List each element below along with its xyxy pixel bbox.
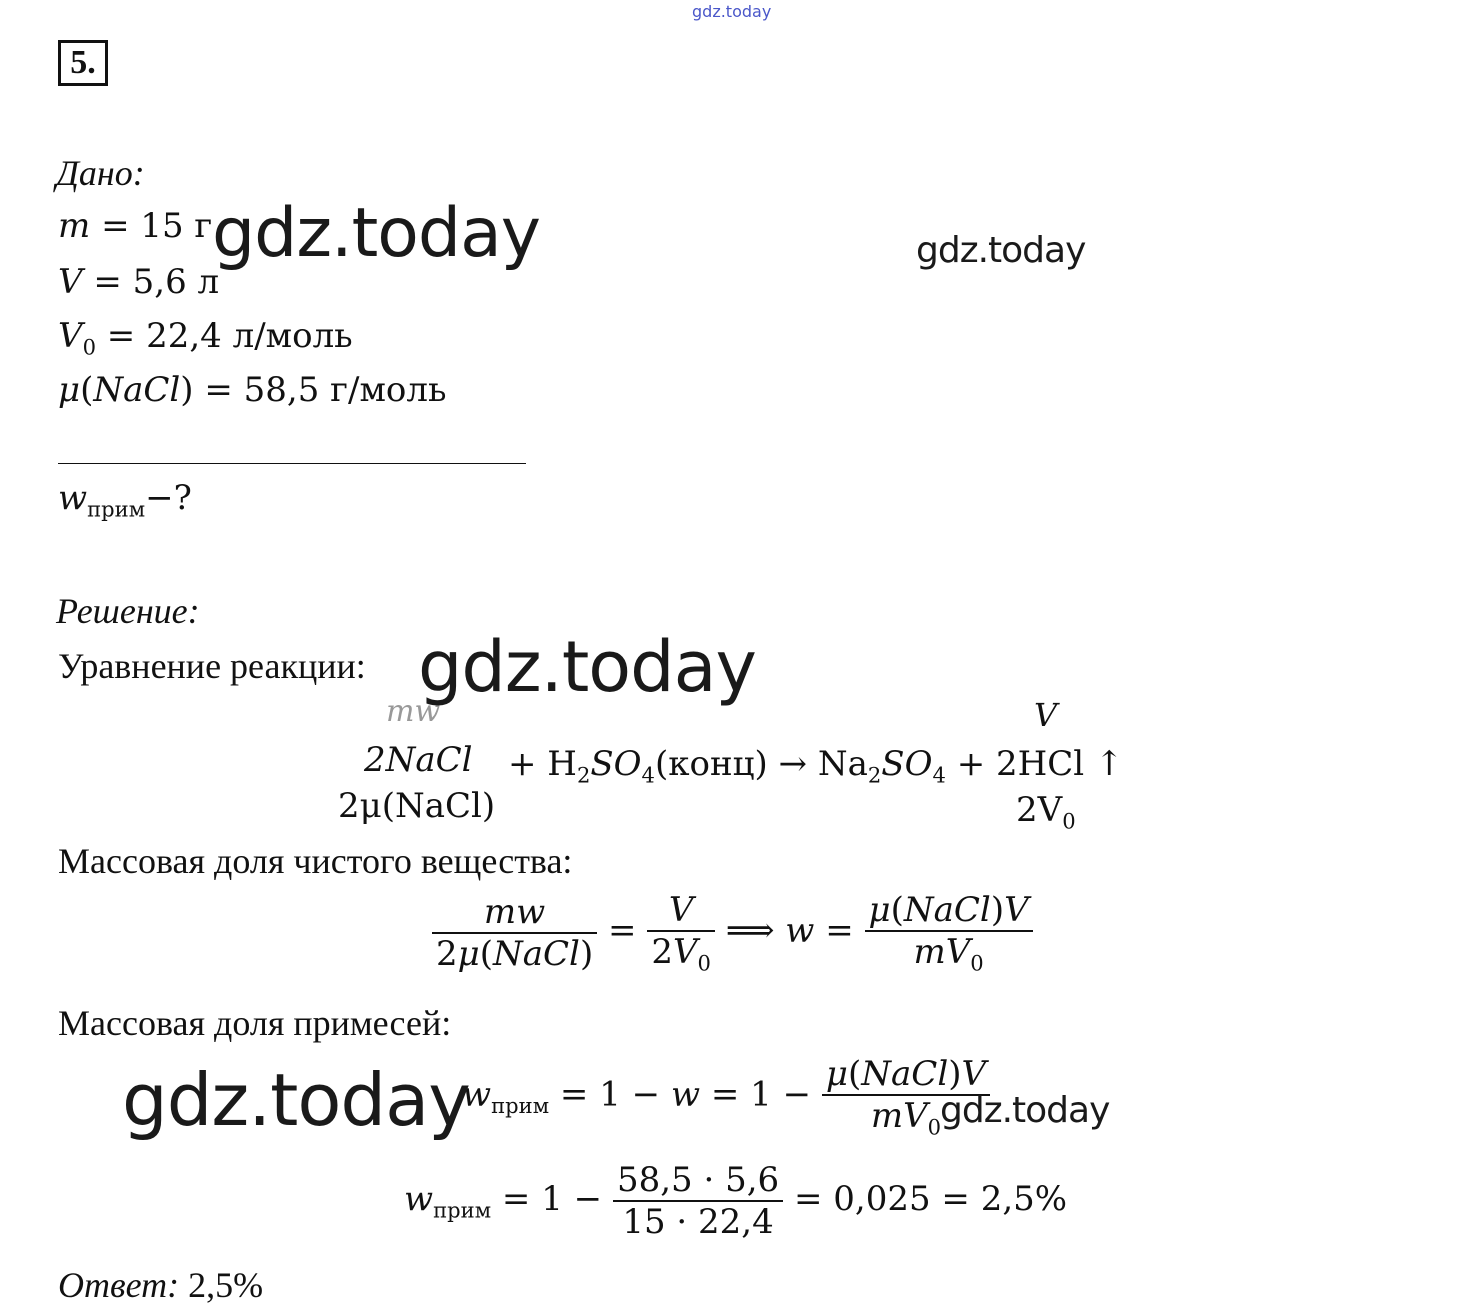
solution-heading: Решение: — [56, 591, 200, 631]
given-molar-volume: $V_0 = 22,4$ л/моль — [58, 316, 353, 360]
find-quantity: $w_{прим}-$? — [58, 478, 192, 522]
reaction-right: + 2HCl ↑ — [956, 744, 1124, 784]
watermark-1: gdz.today — [212, 194, 540, 273]
given-molar-mass-value: = 58,5 г/моль — [204, 370, 447, 410]
given-mass-value: = 15 г — [101, 206, 213, 246]
calc-result: = 0,025 = 2,5% — [793, 1179, 1068, 1219]
watermark-4: gdz.today — [122, 1058, 470, 1142]
pure-fraction-formula: $\frac{mw}{\text{2μ(NaCl)}}$ = $\frac{V}{2V_0}$ ⟹ w = $\frac{\text{μ(NaCl)V}}{mV_0}$ — [432, 890, 1033, 975]
watermark-2: gdz.today — [916, 230, 1086, 271]
calc-denominator: 15 · 22,4 — [613, 1200, 783, 1242]
reaction-below-right-text: 2V — [1016, 790, 1063, 830]
given-volume-value: = 5,6 л — [93, 262, 220, 302]
reaction-above-left: mw — [386, 694, 441, 729]
given-heading: Дано: — [56, 153, 145, 193]
given-mass: m = 15 г — [58, 206, 213, 246]
pure-fraction-label: Массовая доля чистого вещества: — [58, 841, 573, 881]
fraction-w: $\frac{\text{μ(NaCl)V}}{mV_0}$ — [865, 890, 1033, 975]
answer — [58, 1264, 263, 1306]
task-number: 5. — [58, 40, 108, 86]
reaction-plus-acid: + H — [508, 744, 577, 784]
fraction-impurity: $\frac{\text{μ(NaCl)V}}{mV_0}$ — [822, 1054, 990, 1139]
reaction-left-text: 2NaCl — [364, 740, 473, 780]
reaction-equation: + $H_2SO_4(конц) \to Na_2SO_4 + 2HCl$ ↑ — [508, 744, 1124, 788]
watermark-3: gdz.today — [418, 626, 756, 708]
answer-label: Ответ: — [58, 1265, 180, 1305]
impurity-formula: $w_{прим} = 1 - w = 1$ − $\frac{\text{μ(NaCl)V}}{mV_0}$ — [462, 1054, 990, 1139]
fraction-mw: $\frac{mw}{\text{2μ(NaCl)}}$ — [432, 892, 597, 974]
calc-numerator: 58,5 · 5,6 — [616, 1160, 780, 1200]
given-molar-mass: μ(NaCl) = 58,5 г/моль — [58, 370, 447, 410]
watermark-5: gdz.today — [940, 1090, 1110, 1131]
answer-value: 2,5% — [188, 1265, 264, 1305]
given-molar-volume-value: = 22,4 л/моль — [106, 316, 353, 356]
reaction-left — [364, 740, 473, 780]
reaction-above-right: V — [1034, 696, 1058, 734]
reaction-below-right: $2V_0$ — [1016, 790, 1076, 834]
reaction-below-left-text: 2μ(NaCl) — [338, 786, 496, 826]
impurity-fraction-label: Массовая доля примесей: — [58, 1003, 452, 1043]
given-volume: V = 5,6 л — [58, 262, 220, 302]
impurity-calculation: $w_{прим} = 1$ − $\frac{58,5 \cdot 5,6}{15 \cdot 22,4}$ = 0,025 = 2,5% — [404, 1160, 1068, 1242]
reaction-arrow: (конц) → Na — [654, 744, 868, 784]
find-quantity-mark: −? — [145, 478, 192, 518]
reaction-below-left — [338, 786, 495, 826]
top-watermark: gdz.today — [692, 2, 772, 21]
reaction-label: Уравнение реакции: — [58, 646, 366, 686]
given-divider — [58, 463, 526, 464]
fraction-calc — [613, 1160, 783, 1242]
fraction-v: $\frac{V}{2V_0}$ — [647, 890, 715, 975]
